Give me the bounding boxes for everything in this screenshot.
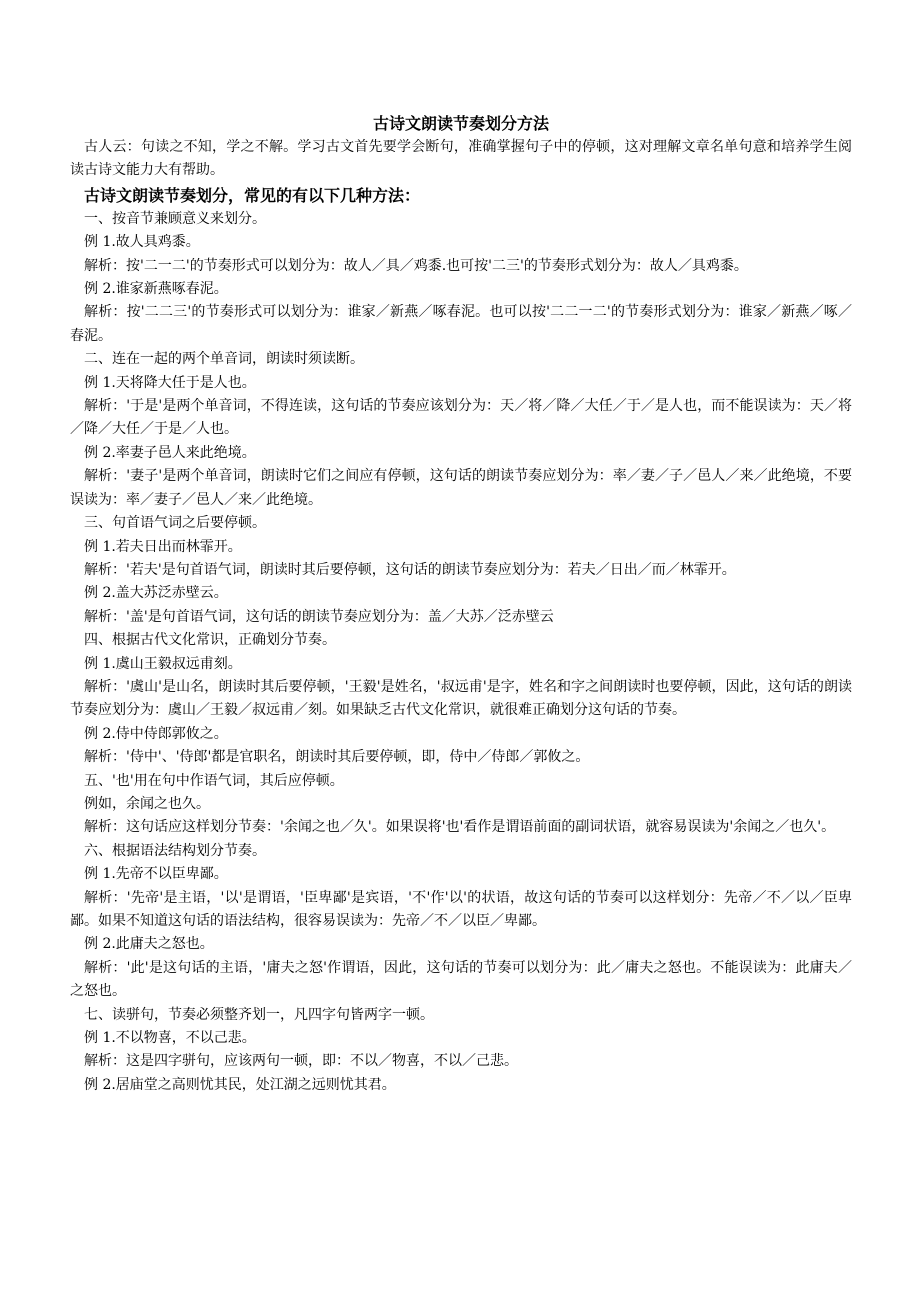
document-title: 古诗文朗读节奏划分方法: [372, 114, 549, 133]
content-line: 三、句首语气词之后要停顿。: [84, 515, 266, 532]
content-line: 解析：'妻子'是两个单音词，朗读时它们之间应有停顿，这句话的朗读节奏应划分为：率／妻／子／邑人／来／此绝境，不要误读为：率／妻子／邑人／来／此绝境。: [70, 468, 852, 508]
content-line: 例 1.天将降大任于是人也。: [84, 374, 256, 391]
content-line: 二、连在一起的两个单音词，朗读时须读断。: [84, 351, 364, 368]
content-line: 解析：'侍中'、'侍郎'都是官职名，朗读时其后要停顿，即，侍中／侍郎／郭攸之。: [84, 749, 590, 766]
document-page: [70, 112, 852, 1097]
content-line: 例 2.谁家新燕啄春泥。: [84, 281, 228, 298]
content-line: 例 2.盖大苏泛赤壁云。: [84, 585, 228, 602]
content-line: 解析：按'二二三'的节奏形式可以划分为：谁家／新燕／啄春泥。也可以按'二二一二'的节奏形式划分为：谁家／新燕／啄／春泥。: [70, 304, 852, 344]
content-line: 解析：'先帝'是主语，'以'是谓语，'臣卑鄙'是宾语，'不'作'以'的状语，故这句话的节奏可以这样划分：先帝／不／以／臣卑鄙。如果不知道这句话的语法结构，很容易误读为：先帝／不／以臣／卑鄙。: [70, 889, 852, 929]
content-line: 例 2.率妻子邑人来此绝境。: [84, 444, 256, 461]
content-line: 解析：'虞山'是山名，朗读时其后要停顿，'王毅'是姓名，'叔远甫'是字，姓名和字之间朗读时也要停顿，因此，这句话的朗读节奏应划分为：虞山／王毅／叔远甫／刻。如果缺乏古代文化常识，就很难正确划分这句话的节奏。: [70, 678, 852, 719]
intro-paragraph: 古人云：句读之不知，学之不解。学习古文首先要学会断句，准确掌握句子中的停顿，这对理解文章名单句意和培养学生阅读古诗文能力大有帮助。: [70, 139, 852, 179]
content-line: 解析：这是四字骈句，应该两句一顿，即：不以／物喜，不以／己悲。: [84, 1053, 518, 1070]
content-line: 四、根据古代文化常识，正确划分节奏。: [84, 632, 336, 649]
content-lines: [70, 208, 852, 1097]
content-line: 例 2.居庙堂之高则忧其民，处江湖之远则忧其君。: [84, 1076, 396, 1093]
content-line: 例 1.虞山王毅叔远甫刻。: [84, 655, 242, 672]
content-line: 解析：这句话应这样划分节奏：'余闻之也／久'。如果误将'也'看作是谓语前面的副词状语，就容易误读为'余闻之／也久'。: [84, 819, 836, 836]
content-line: 例 2.此庸夫之怒也。: [84, 936, 214, 953]
content-line: 七、读骈句，节奏必须整齐划一，凡四字句皆两字一顿。: [84, 1006, 434, 1023]
content-line: 解析：'于是'是两个单音词，不得连读，这句话的节奏应该划分为：天／将／降／大任／于／是人也，而不能误读为：天／将／降／大任／于是／人也。: [70, 398, 852, 438]
content-line: 例 1.不以物喜，不以己悲。: [84, 1030, 256, 1047]
content-line: 解析：'若夫'是句首语气词，朗读时其后要停顿，这句话的朗读节奏应划分为：若夫／日出／而／林霏开。: [84, 561, 736, 578]
content-line: 解析：'盖'是句首语气词，这句话的朗读节奏应划分为：盖／大苏／泛赤壁云: [84, 608, 554, 625]
content-line: 例 2.侍中侍郎郭攸之。: [84, 725, 228, 742]
content-line: 一、按音节兼顾意义来划分。: [84, 210, 266, 227]
content-line: 五、'也'用在句中作语气词，其后应停顿。: [84, 772, 344, 789]
section-subheading: 古诗文朗读节奏划分，常见的有以下几种方法：: [84, 185, 421, 205]
content-line: 解析：'此'是这句话的主语，'庸夫之怒'作谓语，因此，这句话的节奏可以划分为：此／庸夫之怒也。不能误读为：此庸夫／之怒也。: [70, 959, 852, 1000]
content-line: 六、根据语法结构划分节奏。: [84, 842, 266, 859]
content-line: 例如，余闻之也久。: [84, 795, 210, 812]
content-line: 例 1.故人具鸡黍。: [84, 234, 200, 251]
content-line: 例 1.若夫日出而林霏开。: [84, 538, 242, 555]
content-line: 例 1.先帝不以臣卑鄙。: [84, 866, 228, 883]
content-line: 解析：按'二一二'的节奏形式可以划分为：故人／具／鸡黍.也可按'二三'的节奏形式划分为：故人／具鸡黍。: [84, 257, 748, 274]
